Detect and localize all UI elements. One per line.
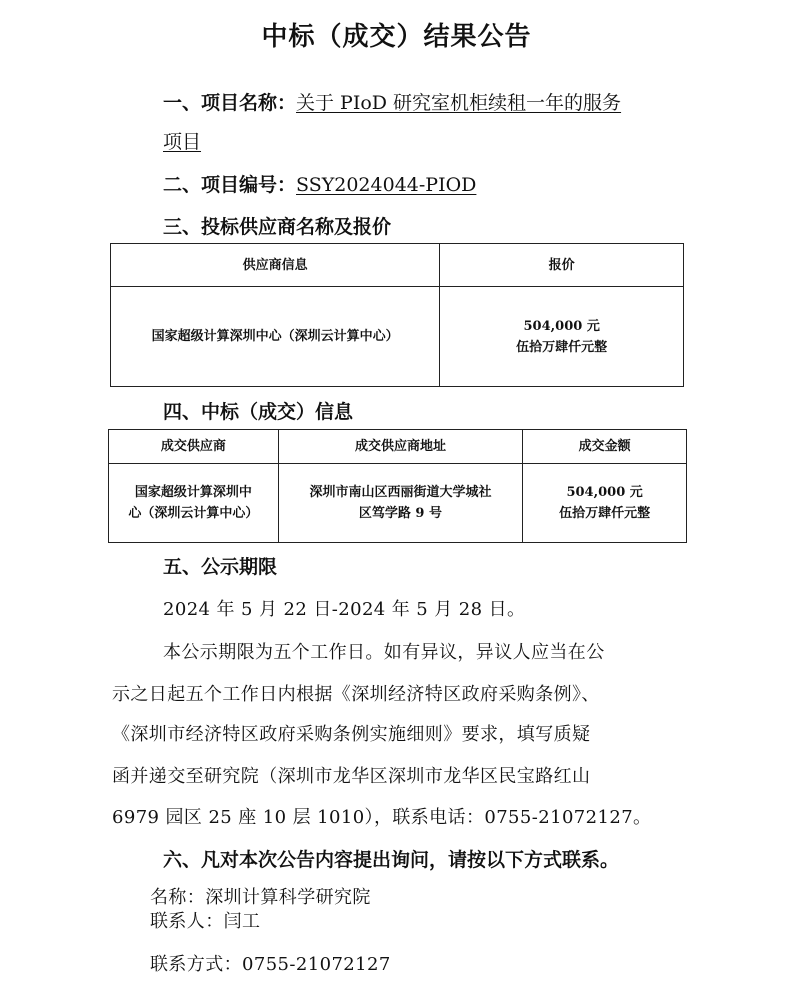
table-header-row	[109, 430, 687, 464]
award-address-line: 区笃学路 9 号	[358, 506, 442, 521]
table-header-cell: 成交供应商地址	[278, 430, 523, 464]
page-title: 中标（成交）结果公告	[261, 22, 532, 52]
award-supplier-line: 心（深圳云计算中心）	[128, 506, 259, 521]
bidders-table	[110, 243, 684, 387]
publicity-paragraph-line: 本公示期限为五个工作日。如有异议，异议人应当在公	[163, 642, 605, 663]
award-supplier-cell	[109, 464, 279, 543]
award-amount-words: 伍拾万肆仟元整	[559, 506, 651, 521]
publicity-paragraph-line: 函并递交至研究院（深圳市龙华区深圳市龙华区民宝路红山	[112, 766, 591, 787]
project-name-value: 关于 PIoD 研究室机柜续租一年的服务	[296, 92, 622, 114]
table-header-cell: 供应商信息	[111, 244, 440, 287]
project-number-value: SSY2024044-PIOD	[296, 174, 477, 196]
bidder-price-amount: 504,000 元	[523, 318, 600, 334]
project-name-label: 一、项目名称：	[163, 92, 297, 114]
bidder-supplier-cell: 国家超级计算深圳中心（深圳云计算中心）	[111, 287, 440, 387]
bidders-heading: 三、投标供应商名称及报价	[163, 216, 392, 238]
contact-heading: 六、凡对本次公告内容提出询问，请按以下方式联系。	[163, 849, 620, 871]
award-address-line: 深圳市南山区西丽街道大学城社	[309, 485, 492, 500]
award-amount-figure: 504,000 元	[566, 485, 643, 500]
award-address-cell	[278, 464, 523, 543]
table-row	[109, 464, 687, 543]
project-number-label: 二、项目编号：	[163, 174, 297, 196]
award-table	[108, 429, 687, 543]
contact-organization: 名称：深圳计算科学研究院	[150, 887, 371, 908]
bidder-price-words: 伍拾万肆仟元整	[516, 339, 608, 355]
project-name-continued	[163, 127, 201, 154]
table-header-cell: 报价	[440, 244, 684, 287]
project-number-row	[163, 170, 476, 197]
table-header-cell: 成交金额	[523, 430, 687, 464]
award-heading: 四、中标（成交）信息	[163, 401, 354, 423]
project-name-value-line2: 项目	[163, 131, 202, 153]
publicity-paragraph-line: 《深圳市经济特区政府采购条例实施细则》要求，填写质疑	[112, 724, 591, 745]
contact-phone: 联系方式：0755-21072127	[150, 954, 391, 975]
table-header-row	[111, 244, 684, 287]
table-row	[111, 287, 684, 387]
award-amount-cell	[523, 464, 687, 543]
publicity-heading: 五、公示期限	[163, 556, 278, 578]
table-header-cell: 成交供应商	[109, 430, 279, 464]
award-supplier-line: 国家超级计算深圳中	[134, 485, 252, 500]
publicity-paragraph-line: 示之日起五个工作日内根据《深圳经济特区政府采购条例》、	[112, 684, 600, 705]
bidder-price-cell	[440, 287, 684, 387]
publicity-period: 2024 年 5 月 22 日-2024 年 5 月 28 日。	[163, 599, 526, 620]
contact-person: 联系人：闫工	[150, 911, 261, 932]
project-name-row	[163, 88, 621, 115]
publicity-paragraph-line: 6979 园区 25 座 10 层 1010），联系电话：0755-21072127。	[112, 807, 652, 828]
